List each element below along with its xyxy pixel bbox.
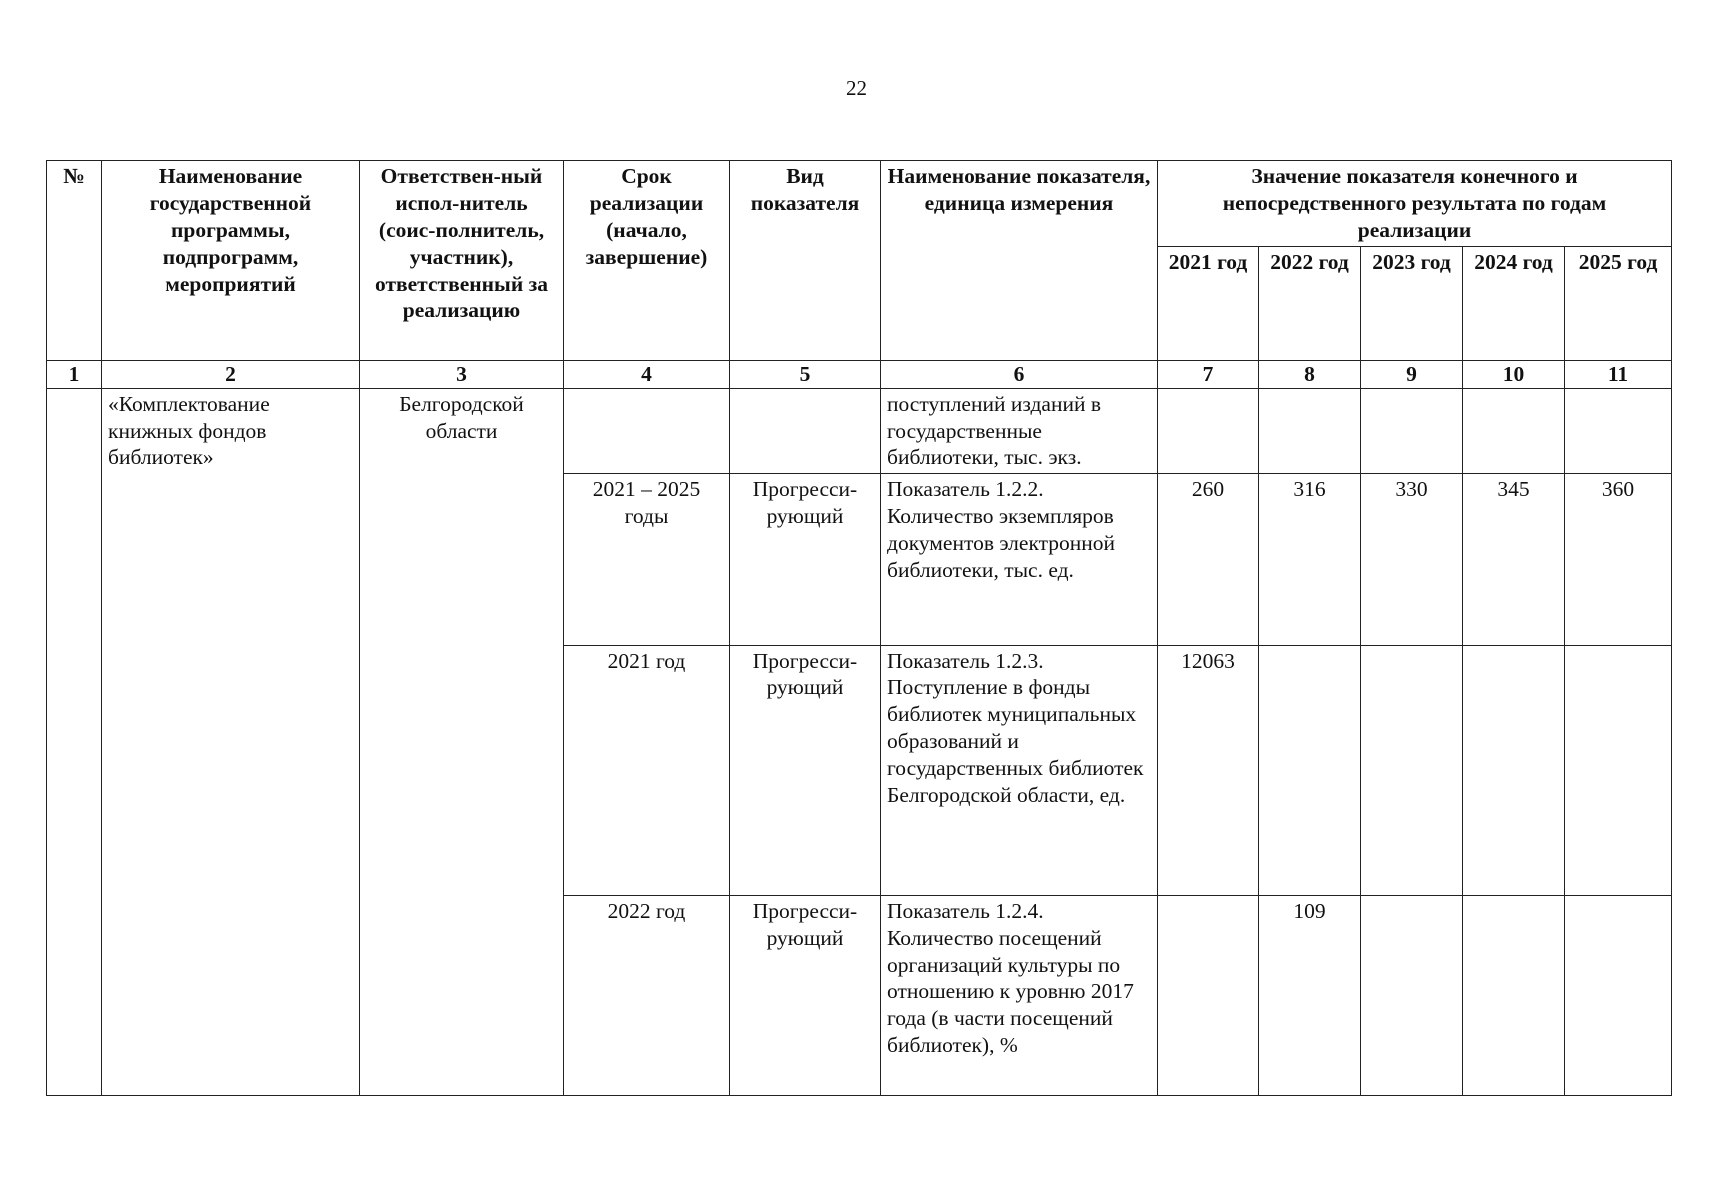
indicator-type-cell: [730, 388, 881, 474]
value-cell: [1361, 645, 1463, 895]
column-number: 11: [1565, 360, 1672, 388]
column-number: 7: [1158, 360, 1259, 388]
header-no: №: [47, 161, 102, 361]
value-cell: 316: [1259, 474, 1361, 645]
value-cell: [1463, 388, 1565, 474]
column-number: 3: [360, 360, 564, 388]
column-number: 8: [1259, 360, 1361, 388]
column-number: 1: [47, 360, 102, 388]
value-cell: [1259, 645, 1361, 895]
responsible-executor: Белгородской области: [360, 388, 564, 1095]
column-number: 9: [1361, 360, 1463, 388]
header-indicator-type: Вид показателя: [730, 161, 881, 361]
header-year: 2025 год: [1565, 246, 1672, 360]
indicator-type-cell: Прогресси-рующий: [730, 474, 881, 645]
value-cell: 360: [1565, 474, 1672, 645]
column-number: 2: [102, 360, 360, 388]
header-period: Срок реализации (начало, завершение): [564, 161, 730, 361]
indicator-name-cell: поступлений изданий в государственные библиотеки, тыс. экз.: [881, 388, 1158, 474]
period-cell: 2021 – 2025 годы: [564, 474, 730, 645]
header-year: 2021 год: [1158, 246, 1259, 360]
indicator-name-cell: Показатель 1.2.2. Количество экземпляров документов электронной библиотеки, тыс. ед.: [881, 474, 1158, 645]
header-indicator-name: Наименование показателя, единица измерения: [881, 161, 1158, 361]
header-values-group: Значение показателя конечного и непосредственного результата по годам реализации: [1158, 161, 1672, 247]
column-numbers-row: [47, 360, 1672, 388]
header-program: Наименование государственной программы, подпрограмм, мероприятий: [102, 161, 360, 361]
period-cell: 2022 год: [564, 895, 730, 1095]
value-cell: 345: [1463, 474, 1565, 645]
page-number: 22: [846, 76, 867, 100]
indicators-table: [46, 160, 1672, 1096]
period-cell: 2021 год: [564, 645, 730, 895]
value-cell: [1259, 388, 1361, 474]
value-cell: [1463, 895, 1565, 1095]
indicator-type-cell: Прогресси-рующий: [730, 645, 881, 895]
value-cell: 260: [1158, 474, 1259, 645]
value-cell: [1565, 388, 1672, 474]
value-cell: 109: [1259, 895, 1361, 1095]
column-number: 4: [564, 360, 730, 388]
header-year: 2023 год: [1361, 246, 1463, 360]
header-row: [47, 161, 1672, 247]
value-cell: [1158, 388, 1259, 474]
column-number: 10: [1463, 360, 1565, 388]
value-cell: [1565, 645, 1672, 895]
header-year: 2022 год: [1259, 246, 1361, 360]
period-cell: [564, 388, 730, 474]
column-number: 5: [730, 360, 881, 388]
table-row: [47, 388, 1672, 474]
column-number: 6: [881, 360, 1158, 388]
indicator-type-cell: Прогресси-рующий: [730, 895, 881, 1095]
row-number-cell: [47, 388, 102, 1095]
header-responsible: Ответствен-ный испол-нитель (соис-полнитель, участник), ответственный за реализацию: [360, 161, 564, 361]
header-year: 2024 год: [1463, 246, 1565, 360]
value-cell: [1158, 895, 1259, 1095]
value-cell: [1361, 895, 1463, 1095]
program-name: «Комплектование книжных фондов библиотек»: [102, 388, 360, 1095]
indicator-name-cell: Показатель 1.2.3. Поступление в фонды библиотек муниципальных образований и государственных библиотек Белгородской области, ед.: [881, 645, 1158, 895]
value-cell: [1463, 645, 1565, 895]
value-cell: 12063: [1158, 645, 1259, 895]
value-cell: [1565, 895, 1672, 1095]
indicator-name-cell: Показатель 1.2.4. Количество посещений организаций культуры по отношению к уровню 2017 года (в части посещений библиотек), %: [881, 895, 1158, 1095]
value-cell: 330: [1361, 474, 1463, 645]
value-cell: [1361, 388, 1463, 474]
